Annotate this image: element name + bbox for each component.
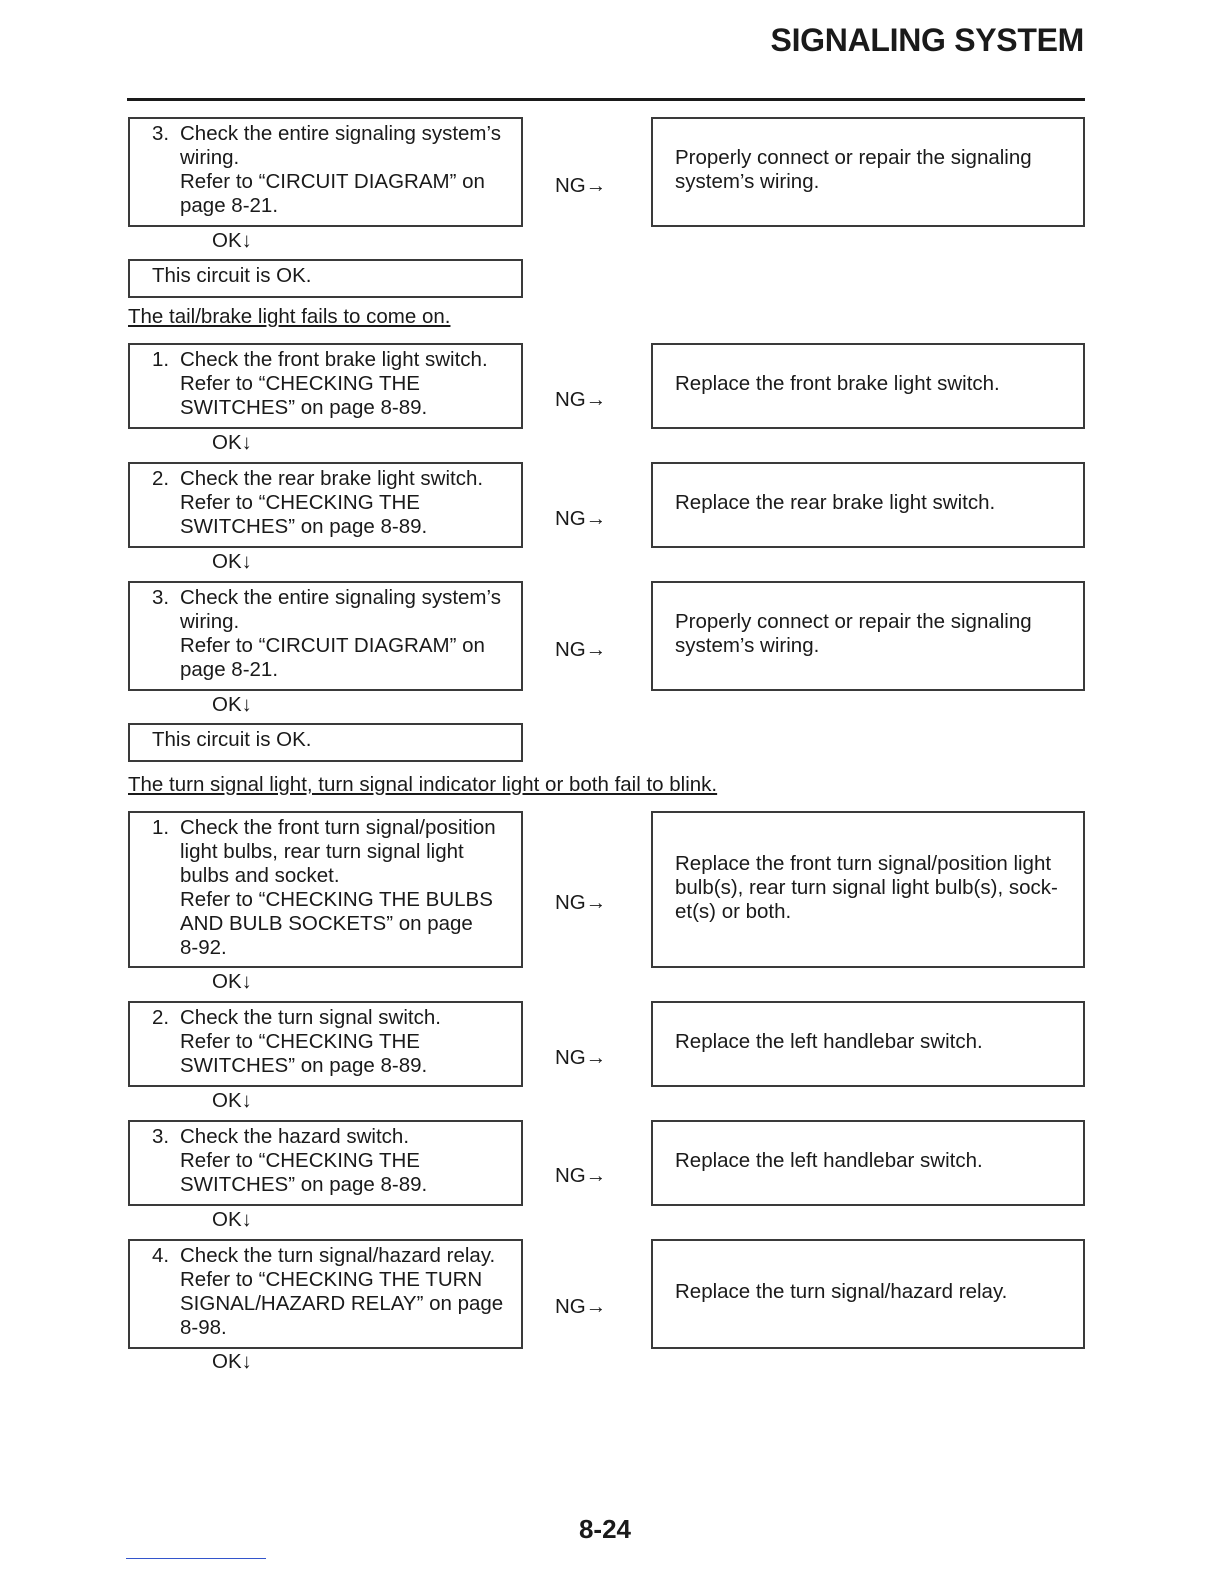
step-number: 2. [152, 1006, 170, 1029]
step-box [128, 811, 523, 968]
circuit-ok-box [128, 259, 523, 298]
ng-arrow: NG→ [555, 891, 607, 914]
result-text: Replace the rear brake light switch. [675, 491, 996, 514]
ng-arrow: NG→ [555, 388, 607, 411]
step-text: Check the front brake light switch. Refer to “CHECKING THE SWITCHES” on page 8-89. [180, 348, 488, 419]
ng-arrow: NG→ [555, 1046, 607, 1069]
header-rule [127, 98, 1085, 101]
circuit-ok-text: This circuit is OK. [152, 264, 312, 287]
step-text: Check the front turn signal/position light bulbs, rear turn signal light bulbs and socket. Refer to “CHECKING THE BULBS AND BULB SOCKETS” on page 8-92. [180, 816, 496, 959]
result-box [651, 1120, 1085, 1206]
result-text: Replace the left handlebar switch. [675, 1149, 983, 1172]
step-text: Check the turn signal switch. Refer to “CHECKING THE SWITCHES” on page 8-89. [180, 1006, 441, 1077]
result-box [651, 343, 1085, 429]
ok-arrow: OK↓ [212, 550, 252, 573]
ok-arrow: OK↓ [212, 1208, 252, 1231]
ok-arrow: OK↓ [212, 1350, 252, 1373]
ok-arrow: OK↓ [212, 431, 252, 454]
step-text: Check the entire signaling system’s wiring. Refer to “CIRCUIT DIAGRAM” on page 8-21. [180, 122, 501, 217]
footer-divider [126, 1558, 266, 1559]
result-text: Replace the turn signal/hazard relay. [675, 1280, 1008, 1303]
step-box [128, 1120, 523, 1206]
result-box [651, 811, 1085, 968]
result-box [651, 1001, 1085, 1087]
step-box [128, 343, 523, 429]
circuit-ok-text: This circuit is OK. [152, 728, 312, 751]
step-box [128, 581, 523, 691]
ok-arrow: OK↓ [212, 970, 252, 993]
ng-arrow: NG→ [555, 174, 607, 197]
result-box [651, 462, 1085, 548]
step-box [128, 1001, 523, 1087]
result-text: Properly connect or repair the signaling system’s wiring. [675, 610, 1032, 657]
circuit-ok-box [128, 723, 523, 762]
ng-arrow: NG→ [555, 638, 607, 661]
result-box [651, 1239, 1085, 1349]
step-text: Check the hazard switch. Refer to “CHECKING THE SWITCHES” on page 8-89. [180, 1125, 428, 1196]
step-number: 2. [152, 467, 170, 490]
ng-arrow: NG→ [555, 1295, 607, 1318]
page-header-title: SIGNALING SYSTEM [770, 22, 1084, 58]
ok-arrow: OK↓ [212, 693, 252, 716]
result-text: Replace the left handlebar switch. [675, 1030, 983, 1053]
step-number: 4. [152, 1244, 170, 1267]
section-heading: The tail/brake light fails to come on. [128, 305, 451, 328]
result-box [651, 581, 1085, 691]
step-box [128, 462, 523, 548]
step-text: Check the rear brake light switch. Refer to “CHECKING THE SWITCHES” on page 8-89. [180, 467, 484, 538]
step-number: 3. [152, 122, 170, 145]
section-heading: The turn signal light, turn signal indicator light or both fail to blink. [128, 773, 718, 796]
ok-arrow: OK↓ [212, 229, 252, 252]
result-box [651, 117, 1085, 227]
step-number: 1. [152, 816, 170, 839]
page-number: 8-24 [578, 1514, 632, 1544]
result-text: Properly connect or repair the signaling system’s wiring. [675, 146, 1032, 193]
step-number: 1. [152, 348, 170, 371]
step-box [128, 1239, 523, 1349]
step-number: 3. [152, 586, 170, 609]
ok-arrow: OK↓ [212, 1089, 252, 1112]
result-text: Replace the front turn signal/position light bulb(s), rear turn signal light bulb(s), sock- et(s) or both. [675, 851, 1058, 923]
step-text: Check the turn signal/hazard relay. Refer to “CHECKING THE TURN SIGNAL/HAZARD RELAY” on page 8-98. [180, 1244, 504, 1339]
step-text: Check the entire signaling system’s wiring. Refer to “CIRCUIT DIAGRAM” on page 8-21. [180, 586, 501, 681]
step-box [128, 117, 523, 227]
result-text: Replace the front brake light switch. [675, 372, 1000, 395]
step-number: 3. [152, 1125, 170, 1148]
ng-arrow: NG→ [555, 1164, 607, 1187]
ng-arrow: NG→ [555, 507, 607, 530]
